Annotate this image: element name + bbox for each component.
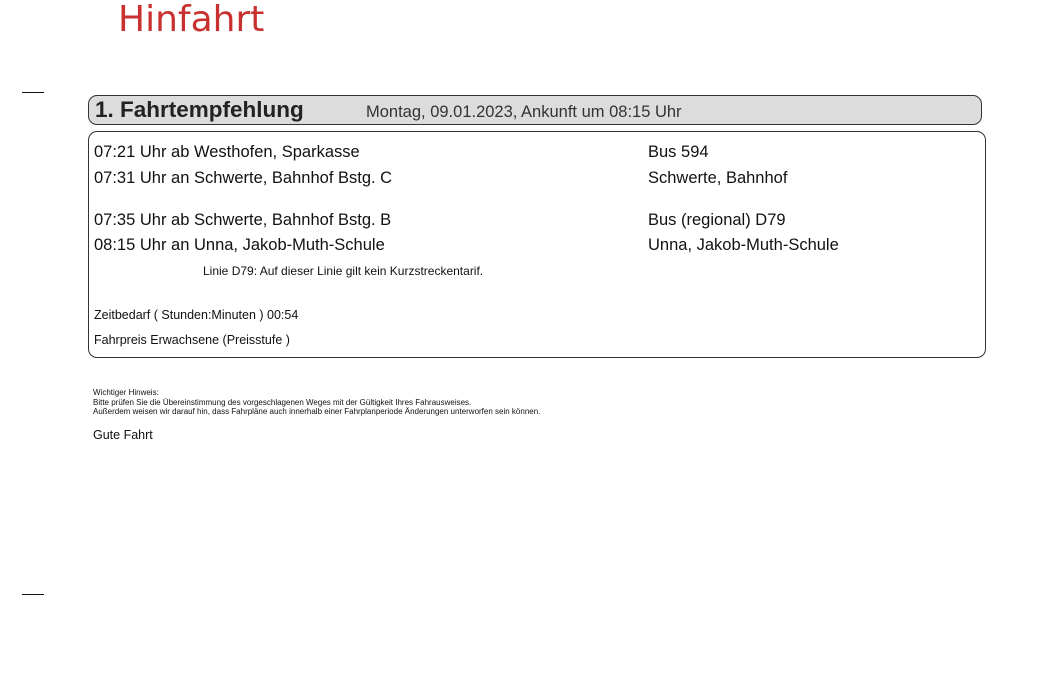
notice-line-1: Bitte prüfen Sie die Übereinstimmung des vorgeschlagenen Weges mit der Gültigkeit Ihres Fahrausweises. (93, 397, 472, 407)
farewell-text: Gute Fahrt (93, 428, 153, 442)
leg-1-line: Bus 594 (648, 143, 709, 161)
leg-2-arrival: 08:15 Uhr an Unna, Jakob-Muth-Schule (94, 236, 385, 254)
notice-title: Wichtiger Hinweis: (93, 388, 159, 397)
leg-2-destination: Unna, Jakob-Muth-Schule (648, 236, 839, 254)
recommendation-title: 1. Fahrtempfehlung (95, 97, 304, 122)
leg-1-destination: Schwerte, Bahnhof (648, 169, 788, 187)
leg-2-line: Bus (regional) D79 (648, 211, 786, 229)
recommendation-header (88, 95, 982, 125)
page-title: Hinfahrt (118, 0, 265, 40)
line-note: Linie D79: Auf dieser Linie gilt kein Kurzstreckentarif. (203, 264, 484, 278)
leg-1-departure: 07:21 Uhr ab Westhofen, Sparkasse (94, 143, 360, 161)
recommendation-date: Montag, 09.01.2023, Ankunft um 08:15 Uhr (366, 103, 682, 121)
leg-1-arrival: 07:31 Uhr an Schwerte, Bahnhof Bstg. C (94, 169, 393, 187)
fare-line: Fahrpreis Erwachsene (Preisstufe ) (94, 333, 290, 347)
duration-line: Zeitbedarf ( Stunden:Minuten ) 00:54 (94, 308, 299, 322)
crop-mark-top (22, 92, 44, 93)
trip-details-box (88, 131, 986, 358)
important-notice (93, 388, 540, 417)
notice-line-2: Außerdem weisen wir darauf hin, dass Fahrpläne auch innerhalb einer Fahrplanperiode Änderungen unterworfen sein können. (93, 407, 541, 416)
crop-mark-bottom (22, 594, 44, 595)
leg-2-departure: 07:35 Uhr ab Schwerte, Bahnhof Bstg. B (94, 211, 392, 229)
